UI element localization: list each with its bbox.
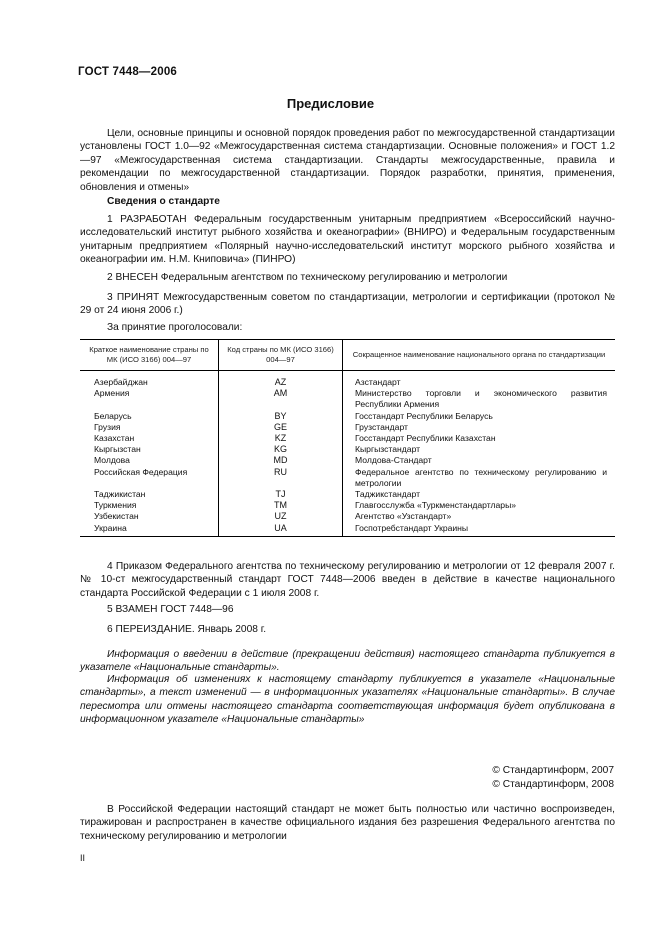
country-name: Российская Федерация — [94, 466, 188, 477]
standards-body: Госпотребстандарт Украины — [343, 523, 616, 537]
country-code: TJ — [219, 489, 343, 500]
country-name: Узбекистан — [94, 511, 139, 522]
header-code: Код страны по МК (ИСО 3166) 004—97 — [219, 340, 343, 371]
country-code: KZ — [219, 433, 343, 444]
country-name: Армения — [94, 388, 130, 399]
info-heading: Сведения о стандарте — [107, 196, 220, 207]
item-reissue: 6 ПЕРЕИЗДАНИЕ. Январь 2008 г. — [107, 624, 267, 635]
notice-changes: Информация об изменениях к настоящему стандарту публикуется в указателе «Национальные стандарты», а текст изменений — в информационных указателях «Национальные стандарты». В случае пересмотра или отмены настоящего стандарта соответствующая информация будет опубликована в информационном указателе «Национальные стандарты» — [80, 674, 615, 726]
table-row — [80, 444, 615, 455]
item-adopted: 3 ПРИНЯТ Межгосударственным советом по стандартизации, метрологии и сертификации (протокол № 29 от 24 июня 2006 г.) — [80, 292, 615, 317]
standards-body: Главгосслужба «Туркменстандартлары» — [355, 500, 517, 511]
country-code: KG — [219, 444, 343, 455]
notice-introduction: Информация о введении в действие (прекращении действия) настоящего стандарта публикуется в указателе «Национальные стандарты». — [80, 649, 615, 674]
standard-code-header: ГОСТ 7448—2006 — [78, 66, 178, 78]
page-title: Предисловие — [286, 96, 375, 111]
intro-paragraph: Цели, основные принципы и основной порядок проведения работ по межгосударственной стандартизации установлены ГОСТ 1.0—92 «Межгосударственная система стандартизации. Основные положения» и ГОСТ 1.2—97 «Межгосударственная система стандартизации. Стандарты межгосударственные, правила и рекомендации по межгосударственной стандартизации. Порядок разработки, принятия, применения, обновления и отмены» — [80, 128, 615, 193]
table-row — [80, 467, 615, 489]
header-body: Сокращенное наименование национального органа по стандартизации — [343, 340, 616, 371]
country-name: Туркмения — [94, 500, 137, 511]
country-name: Грузия — [94, 421, 121, 432]
country-name: Украина — [80, 523, 219, 537]
table-row — [80, 523, 615, 537]
table-row — [80, 500, 615, 511]
standards-body: Азстандарт — [355, 377, 401, 387]
country-code: UZ — [219, 511, 343, 522]
standards-body: Таджикстандарт — [355, 489, 421, 500]
item-developed: 1 РАЗРАБОТАН Федеральным государственным унитарным предприятием «Всероссийский научно-исследовательский институт рыбного хозяйства и океанографии» (ВНИРО) и Федеральным государственным унитарным предприятием «Полярный научно-исследовательский институт морского рыбного хозяйства и океанографии им. Н.М. Книповича» (ПИНРО) — [80, 214, 615, 266]
country-code: MD — [219, 455, 343, 466]
item-replaced: 5 ВЗАМЕН ГОСТ 7448—96 — [107, 604, 234, 615]
standards-body: Федеральное агентство по техническому регулированию и метрологии — [355, 466, 607, 488]
country-code: GE — [219, 422, 343, 433]
country-name: Казахстан — [94, 433, 135, 444]
country-code: AZ — [219, 371, 343, 389]
country-code: AM — [219, 388, 343, 410]
table-row — [80, 489, 615, 500]
voted-label: За принятие проголосовали: — [107, 322, 243, 333]
copyright-2008: © Стандартинформ, 2008 — [492, 779, 614, 790]
item-introduced: 2 ВНЕСЕН Федеральным агентством по техническому регулированию и метрологии — [107, 272, 508, 283]
table-row — [80, 411, 615, 422]
standards-body: Грузстандарт — [355, 421, 408, 432]
member-states-table — [80, 339, 615, 537]
country-name: Таджикистан — [94, 489, 146, 500]
standards-body: Агентство «Узстандарт» — [355, 511, 452, 522]
standards-body: Молдова-Стандарт — [355, 455, 432, 466]
table-row — [80, 511, 615, 522]
standards-body: Кыргызстандарт — [355, 444, 421, 455]
table-row — [80, 433, 615, 444]
standards-body: Министерство торговли и экономического развития Республики Армения — [355, 388, 607, 410]
country-name: Азербайджан — [94, 377, 148, 387]
country-code: TM — [219, 500, 343, 511]
page-number: II — [80, 853, 86, 863]
country-name: Беларусь — [94, 410, 132, 421]
header-country: Краткое наименование страны по МК (ИСО 3166) 004—97 — [80, 340, 219, 371]
table-row — [80, 388, 615, 410]
table-row — [80, 455, 615, 466]
item-enacted: 4 Приказом Федерального агентства по техническому регулированию и метрологии от 12 февраля 2007 г. № 10-ст межгосударственный стандарт ГОСТ 7448—2006 введен в действие в качестве национального стандарта Российской Федерации с 1 июля 2008 г. — [80, 561, 615, 599]
country-code: RU — [219, 467, 343, 489]
table-row — [80, 371, 615, 389]
copyright-2007: © Стандартинформ, 2007 — [492, 765, 614, 776]
country-name: Молдова — [94, 455, 130, 466]
country-code: BY — [219, 411, 343, 422]
standards-body: Госстандарт Республики Казахстан — [355, 433, 496, 444]
country-name: Кыргызстан — [94, 444, 141, 455]
table-header-row — [80, 340, 615, 371]
table-row — [80, 422, 615, 433]
legal-notice: В Российской Федерации настоящий стандарт не может быть полностью или частично воспроизведен, тиражирован и распространен в качестве официального издания без разрешения Федерального агентства по техническому регулированию и метрологии — [80, 804, 615, 842]
standards-body: Госстандарт Республики Беларусь — [355, 410, 493, 421]
country-code: UA — [219, 523, 343, 537]
